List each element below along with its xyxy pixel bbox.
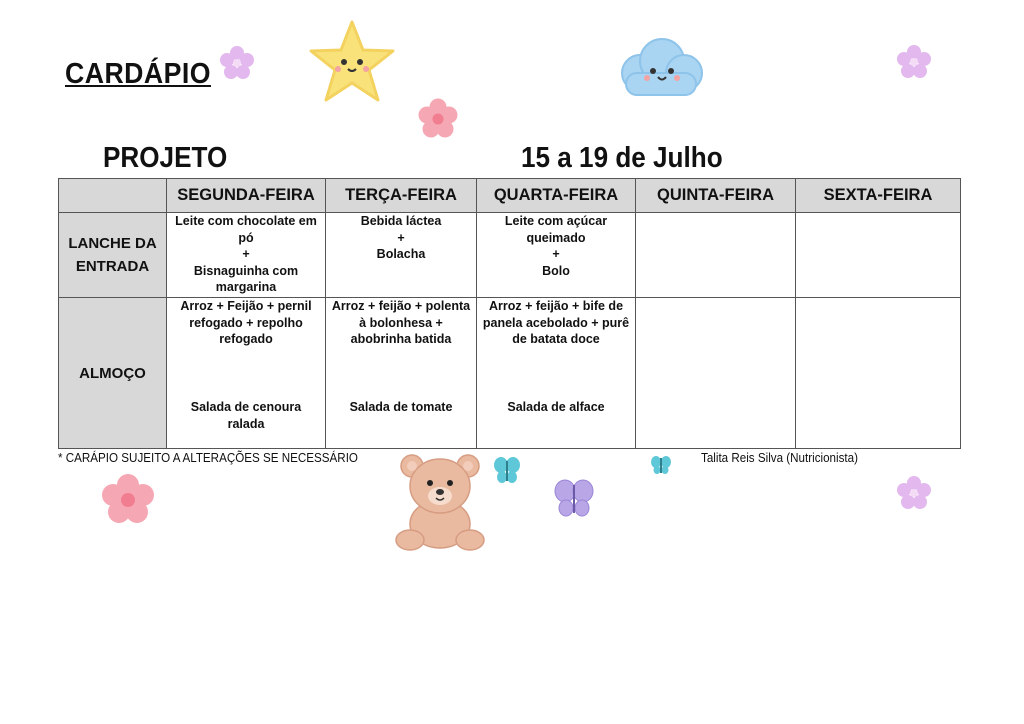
- menu-line: queimado: [526, 230, 586, 245]
- lilac-flower-icon: [896, 44, 932, 80]
- menu-line: Bebida láctea: [360, 214, 442, 228]
- menu-cell-wednesday-lunch: [477, 298, 636, 449]
- row-header-snack: [59, 213, 167, 298]
- week-dates: 15 a 19 de Julho: [521, 142, 723, 174]
- menu-cell-wednesday-snack: [477, 213, 636, 298]
- salad-line: Salada de alface: [507, 400, 605, 414]
- menu-line: Arroz + feijão + bife de: [488, 299, 624, 313]
- menu-line: +: [552, 247, 560, 262]
- header-row: [59, 179, 961, 213]
- column-header-thursday: QUINTA-FEIRA: [636, 179, 796, 213]
- column-header-tuesday: TERÇA-FEIRA: [326, 179, 477, 213]
- menu-cell-tuesday-lunch: [326, 298, 477, 449]
- menu-line: à bolonhesa +: [359, 315, 443, 330]
- menu-table: [58, 178, 961, 449]
- menu-cell-monday-lunch: [167, 298, 326, 449]
- teal-butterfly-icon: [492, 455, 522, 485]
- menu-line: pó: [238, 230, 254, 245]
- menu-line: de batata doce: [512, 332, 600, 347]
- menu-cell-friday-snack: [796, 213, 961, 298]
- nutritionist-name: Talita Reis Silva (Nutricionista): [701, 451, 858, 465]
- menu-cell-monday-snack: [167, 213, 326, 298]
- teddy-bear-icon: [392, 450, 488, 552]
- column-header-wednesday: QUARTA-FEIRA: [477, 179, 636, 213]
- menu-line: Bolacha: [376, 247, 426, 262]
- teal-butterfly-icon: [650, 455, 672, 475]
- salad-line: Salada de cenoura ralada: [190, 400, 302, 431]
- lilac-butterfly-icon: [552, 477, 596, 519]
- disclaimer-note: * CARÁPIO SUJEITO A ALTERAÇÕES SE NECESSÁRIO: [58, 451, 358, 465]
- menu-line: +: [242, 247, 250, 262]
- menu-line: refogado: [219, 332, 273, 347]
- pink-flower-icon: [416, 97, 460, 141]
- menu-line: Leite com açúcar: [504, 214, 608, 228]
- menu-line: refogado + repolho: [189, 315, 303, 330]
- menu-line: Bolo: [542, 263, 570, 278]
- project-label: PROJETO: [103, 142, 228, 174]
- lilac-flower-icon: [896, 475, 932, 511]
- menu-line: +: [397, 230, 405, 245]
- menu-cell-friday-lunch: [796, 298, 961, 449]
- row-header-line: ENTRADA: [75, 258, 150, 275]
- table-row-snack: [59, 213, 961, 298]
- menu-line: panela acebolado + purê: [482, 315, 630, 330]
- menu-line: margarina: [215, 280, 277, 295]
- pink-flower-icon: [99, 473, 157, 525]
- column-header-monday: SEGUNDA-FEIRA: [167, 179, 326, 213]
- corner-cell: [59, 179, 167, 213]
- column-header-friday: SEXTA-FEIRA: [796, 179, 961, 213]
- row-header-line: LANCHE DA: [68, 235, 157, 252]
- menu-line: Leite com chocolate em: [175, 214, 317, 228]
- page-title: CARDÁPIO: [65, 58, 211, 90]
- salad-line: Salada de tomate: [349, 400, 453, 414]
- smiling-cloud-icon: [612, 33, 708, 103]
- menu-cell-thursday-snack: [636, 213, 796, 298]
- menu-line: abobrinha batida: [350, 332, 452, 347]
- menu-cell-thursday-lunch: [636, 298, 796, 449]
- menu-line: Arroz + feijão + polenta: [331, 299, 471, 313]
- menu-line: Bisnaguinha com: [193, 263, 299, 278]
- lilac-flower-icon: [219, 45, 255, 81]
- menu-cell-tuesday-snack: [326, 213, 477, 298]
- smiling-star-icon: [308, 18, 396, 104]
- row-header-lunch: ALMOÇO: [59, 298, 167, 449]
- table-row-lunch: [59, 298, 961, 449]
- menu-line: Arroz + Feijão + pernil: [180, 299, 312, 313]
